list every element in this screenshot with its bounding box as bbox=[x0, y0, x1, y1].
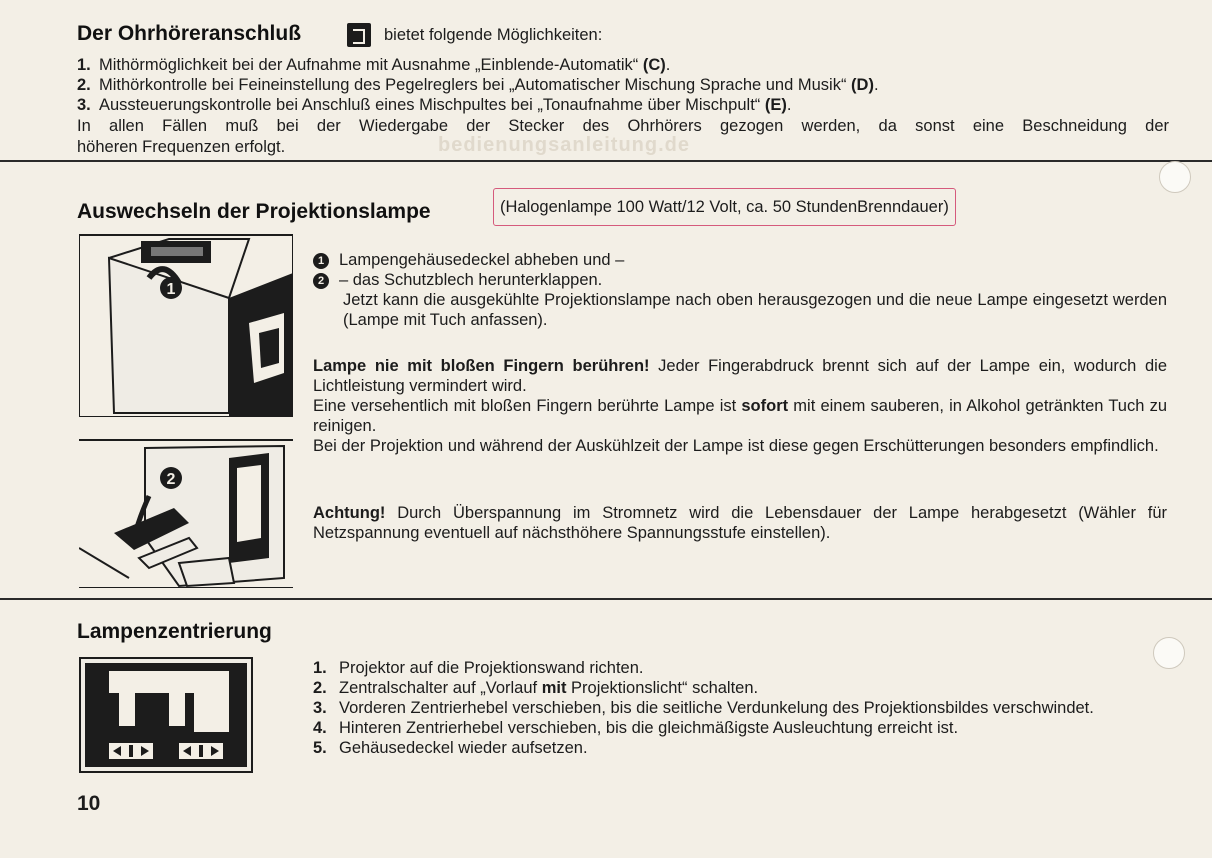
lamp-cleaning: Eine versehentlich mit bloßen Fingern berührte Lampe ist sofort mit einem sauberen, in Alkohol getränkten Tuch zu reinigen. bbox=[313, 397, 1167, 435]
list-item: 2. Mithörkontrolle bei Feineinstellung des Pegelreglers bei „Automatischer Mischung Sprache und Musik“ (D). bbox=[77, 76, 879, 94]
lamp-warning: Lampe nie mit bloßen Fingern berühren! Jeder Fingerabdruck brennt sich auf der Lampe ein, wodurch die Lichtleistung vermindert wird. bbox=[313, 357, 1168, 395]
list-item: 3. Aussteuerungskontrolle bei Anschluß eines Mischpultes bei „Tonaufnahme über Mischpult“ (E). bbox=[77, 96, 792, 114]
earphone-jack-icon bbox=[347, 23, 371, 47]
centering-list bbox=[313, 658, 1167, 758]
lamp-step-continuation: Jetzt kann die ausgekühlte Projektionslampe nach oben herausgezogen und die neue Lampe eingesetzt werden (Lampe mit Tuch anfassen). bbox=[343, 291, 1167, 329]
lamp-title: Auswechseln der Projektionslampe bbox=[77, 200, 431, 223]
list-item: 5. Gehäusedeckel wieder aufsetzen. bbox=[313, 739, 588, 757]
punch-hole bbox=[1159, 161, 1191, 193]
step-badge-1: 1 bbox=[166, 281, 176, 298]
watermark-text: bedienungsanleitung.de bbox=[438, 134, 691, 156]
lamp-spec-box bbox=[493, 188, 956, 226]
lamp-spec: (Halogenlampe 100 Watt/12 Volt, ca. 50 StundenBrenndauer) bbox=[500, 198, 949, 216]
list-item: 1. Mithörmöglichkeit bei der Aufnahme mit Ausnahme „Einblende-Automatik“ (C). bbox=[77, 56, 671, 74]
lamp-shock-note: Bei der Projektion und während der Auskühlzeit der Lampe ist diese gegen Erschütterungen besonders empfindlich. bbox=[313, 437, 1159, 455]
centering-illustration bbox=[79, 657, 253, 773]
lamp-cover-illustration bbox=[79, 233, 293, 417]
step-badge-2: 2 bbox=[166, 471, 176, 488]
lamp-step-1: 1 Lampengehäusedeckel abheben und – bbox=[313, 250, 624, 270]
list-item: 3. Vorderen Zentrierhebel verschieben, bis die seitliche Verdunkelung des Projektionsbildes verschwindet. bbox=[313, 699, 1094, 717]
earphone-note-line1: In allen Fällen muß bei der Wiedergabe der Stecker des Ohrhörers gezogen werden, da sonst eine Beschneidung der bbox=[77, 117, 1169, 135]
lamp-shield-illustration bbox=[79, 438, 293, 588]
list-item: 1. Projektor auf die Projektionswand richten. bbox=[313, 659, 644, 677]
page-number: 10 bbox=[77, 792, 101, 815]
divider bbox=[0, 160, 1212, 162]
earphone-title: Der Ohrhöreranschluß bbox=[77, 22, 302, 45]
step-2-icon: 2 bbox=[313, 273, 329, 289]
lamp-step-2: 2 – das Schutzblech herunterklappen. bbox=[313, 270, 602, 290]
step-1-icon: 1 bbox=[313, 253, 329, 269]
earphone-note-line2: höheren Frequenzen erfolgt. bbox=[77, 138, 286, 156]
divider bbox=[0, 598, 1212, 600]
earphone-list bbox=[77, 55, 1167, 115]
list-item: 4. Hinteren Zentrierhebel verschieben, bis die gleichmäßigste Ausleuchtung erreicht ist. bbox=[313, 719, 959, 737]
lamp-attention: Achtung! Durch Überspannung im Stromnetz wird die Lebensdauer der Lampe herabgesetzt (Wähler für Netzspannung eventuell auf nächsthöhere Spannungsstufe einstellen). bbox=[313, 504, 1167, 542]
centering-title: Lampenzentrierung bbox=[77, 620, 272, 643]
earphone-intro: bietet folgende Möglichkeiten: bbox=[384, 26, 603, 44]
list-item: 2. Zentralschalter auf „Vorlauf mit Projektionslicht“ schalten. bbox=[313, 679, 759, 697]
